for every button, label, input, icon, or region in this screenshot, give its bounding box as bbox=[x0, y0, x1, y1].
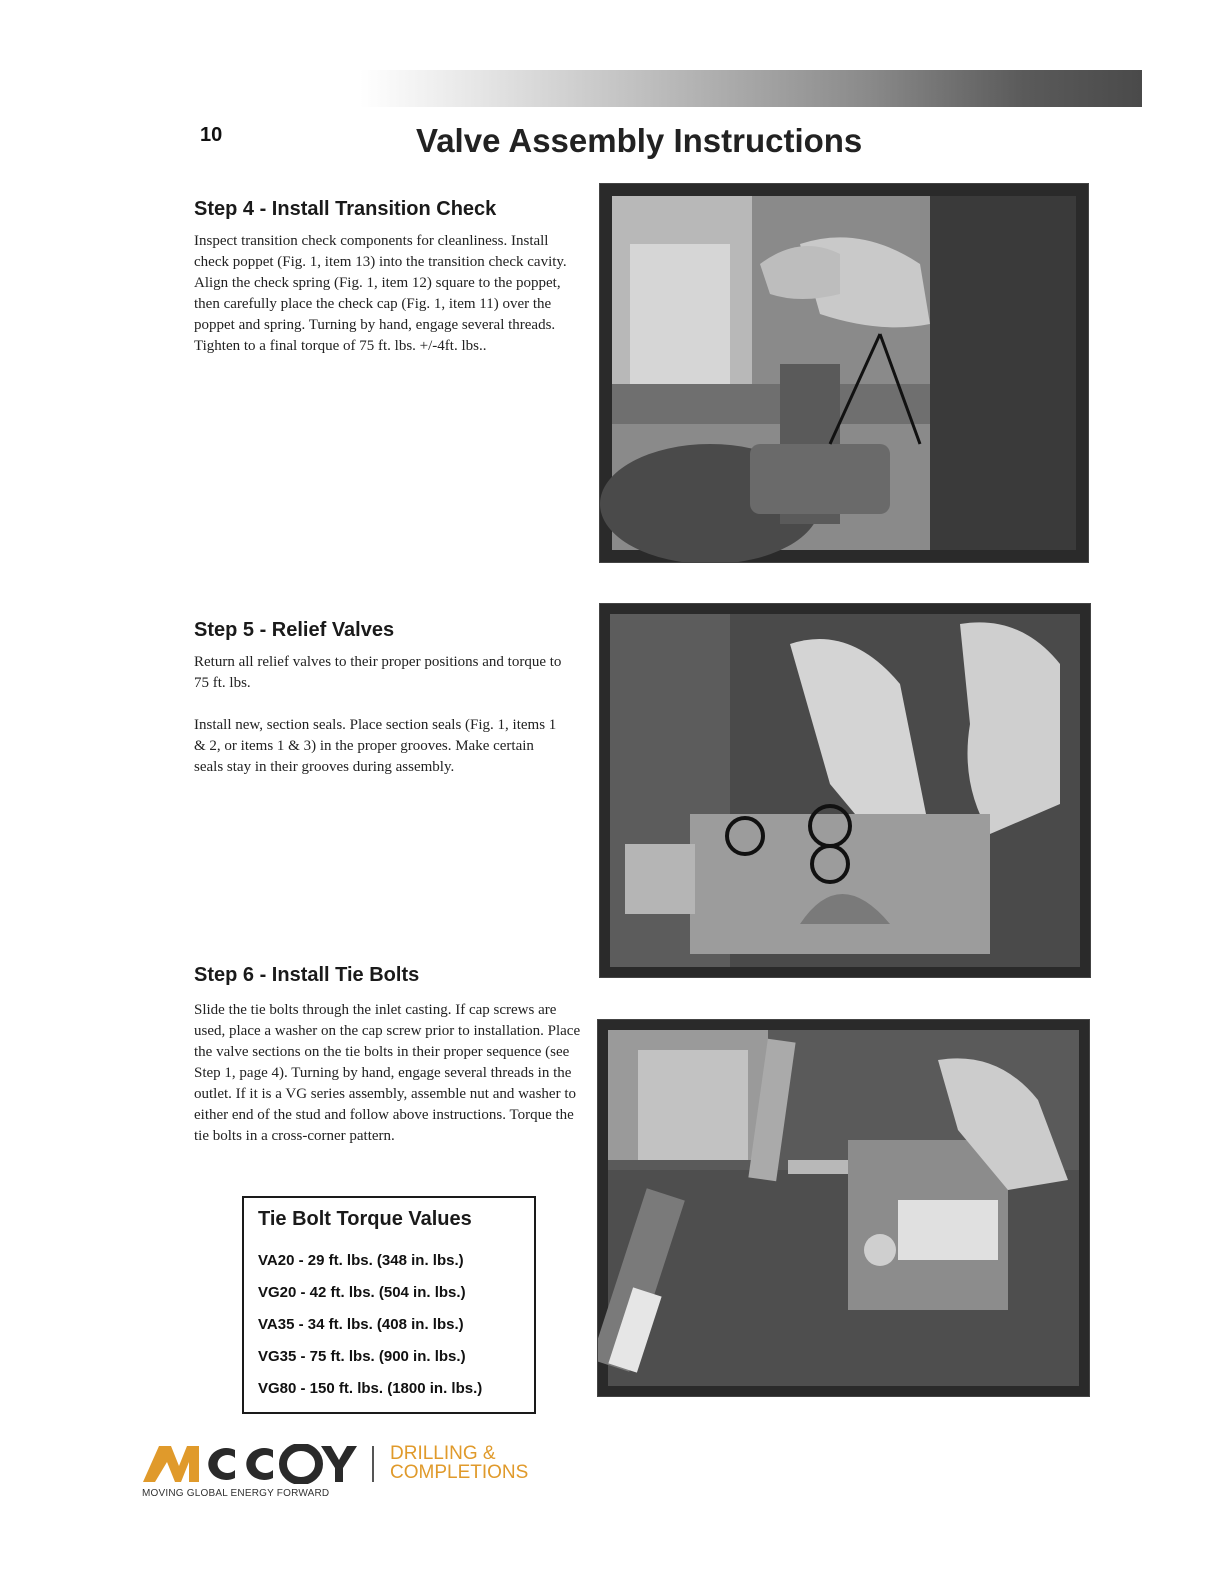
torque-row: VG35 - 75 ft. lbs. (900 in. lbs.) bbox=[258, 1348, 466, 1365]
step-6-paragraph: Slide the tie bolts through the inlet casting. If cap screws are used, place a washer on the cap screw prior to installation. Place the valve sections on the tie bolts in their proper sequence (see Step 1, page 4). Turning by hand, engage several threads in the outlet. If it is a VG series assembly, assemble nut and washer to either end of the stud and follow above instructions. Torque the tie bolts in a cross-corner pattern. bbox=[194, 1002, 581, 1144]
logo-tagline: MOVING GLOBAL ENERGY FORWARD bbox=[142, 1488, 330, 1499]
photo-install-transition-check bbox=[599, 183, 1089, 563]
step-6-text bbox=[194, 1000, 590, 1168]
step-5-heading: Step 5 - Relief Valves bbox=[194, 619, 395, 641]
logo-subtitle-line-2: COMPLETIONS bbox=[390, 1462, 529, 1483]
logo-subtitle bbox=[390, 1444, 528, 1482]
page-title: Valve Assembly Instructions bbox=[416, 122, 863, 159]
torque-table-title: Tie Bolt Torque Values bbox=[258, 1208, 472, 1230]
logo-divider bbox=[372, 1446, 374, 1482]
step-5-text bbox=[194, 652, 564, 799]
mccoy-logo bbox=[143, 1444, 359, 1489]
step-5-paragraph-1: Return all relief valves to their proper positions and torque to 75 ft. lbs. bbox=[194, 654, 562, 691]
photo-install-tie-bolts bbox=[597, 1019, 1090, 1397]
torque-row: VA20 - 29 ft. lbs. (348 in. lbs.) bbox=[258, 1252, 464, 1269]
step-5-paragraph-2: Install new, section seals. Place section seals (Fig. 1, items 1 & 2, or items 1 & 3) in the proper grooves. Make certain seals stay in their grooves during assembly. bbox=[194, 717, 557, 775]
step-4-heading: Step 4 - Install Transition Check bbox=[194, 198, 497, 220]
torque-row: VG80 - 150 ft. lbs. (1800 in. lbs.) bbox=[258, 1380, 483, 1397]
step-4-text bbox=[194, 231, 586, 378]
step-6-heading: Step 6 - Install Tie Bolts bbox=[194, 964, 420, 986]
torque-row: VG20 - 42 ft. lbs. (504 in. lbs.) bbox=[258, 1284, 466, 1301]
torque-row: VA35 - 34 ft. lbs. (408 in. lbs.) bbox=[258, 1316, 464, 1333]
header-gradient-bar bbox=[360, 70, 1142, 107]
photo-relief-valves-seals bbox=[599, 603, 1091, 978]
step-4-paragraph: Inspect transition check components for cleanliness. Install check poppet (Fig. 1, item 13) into the transition check cavity. Align the check spring (Fig. 1, item 12) square to the poppet, then carefully place the check cap (Fig. 1, item 11) over the poppet and spring. Turning by hand, engage several threads. Tighten to a final torque of 75 ft. lbs. +/-4ft. lbs.. bbox=[194, 233, 567, 354]
torque-values-box bbox=[242, 1196, 536, 1414]
logo-subtitle-line-1: DRILLING & bbox=[390, 1443, 496, 1464]
page-number: 10 bbox=[200, 124, 223, 146]
